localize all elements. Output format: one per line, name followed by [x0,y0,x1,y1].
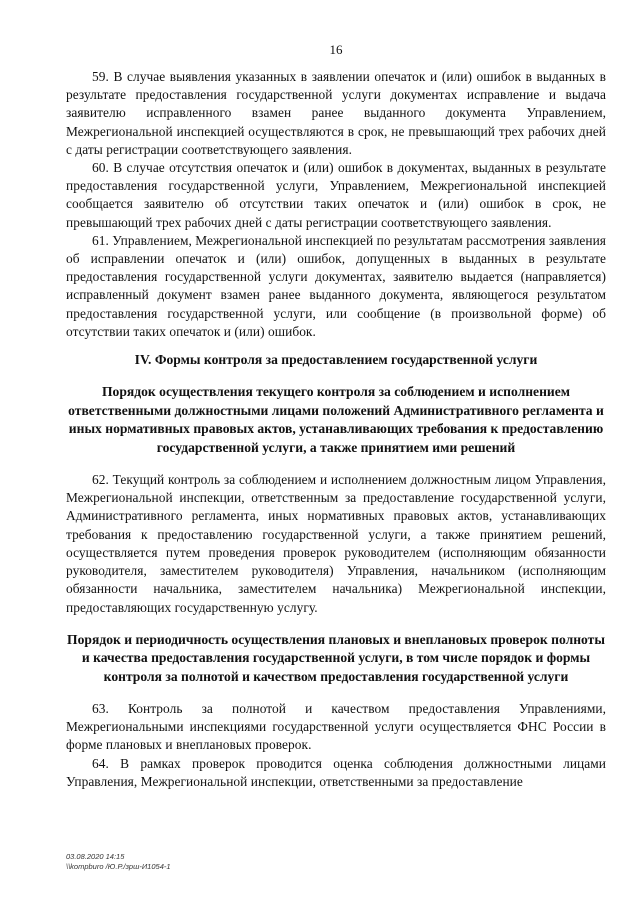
subheading-periodic-checks: Порядок и периодичность осуществления плановых и внеплановых проверок полноты и качества предоставления государственной услуги, в том числе порядок и формы контроля за полнотой и качеством предоставления государственной услуги [67,631,605,684]
document-page [66,0,606,905]
footer-file-path: \\kompburo /Ю.Р./зрш-И1054-1 [66,862,171,871]
paragraph-62: 62. Текущий контроль за соблюдением и исполнением должностным лицом Управления, Межрегиональной инспекции, ответственным за предоставление государственной услуги, Административного регламента, иных нормативных правовых актов, устанавливающих требования к предоставлению государственной услуги, а также принятием решений, осуществляется путем проведения проверок руководителем (исполняющим обязанности руководителя, заместителем руководителя) Управления, начальником (исполняющим обязанности начальника, заместителем начальника) Межрегиональной инспекции, предоставляющих государственную услугу. [66,472,606,615]
paragraph-60: 60. В случае отсутствия опечаток и (или) ошибок в документах, выданных в результате предоставления государственной услуги, Управлением, Межрегиональной инспекцией сообщается заявителю об отсутствии таких опечаток и (или) ошибок в срок, не превышающий трех рабочих дней с даты регистрации соответствующего заявления. [66,160,606,230]
footer-date: 03.08.2020 14:15 [66,852,125,861]
subheading-current-control: Порядок осуществления текущего контроля за соблюдением и исполнением ответственными должностными лицами положений Административного регламента и иных нормативных правовых актов, устанавливающих требования к предоставлению государственной услуги, а также принятием ими решений [68,384,604,455]
paragraph-61: 61. Управлением, Межрегиональной инспекцией по результатам рассмотрения заявления об исправлении опечаток и (или) ошибок, допущенных в выданных в результате предоставления государственной услуги документах, заявителю выдается (направляется) исправленный документ взамен ранее выданного документа, являющегося результатом предоставления государственной услуги, или сообщение (в произвольной форме) об отсутствии таких опечаток и (или) ошибок. [66,232,606,339]
paragraph-64: 64. В рамках проверок проводится оценка соблюдения должностными лицами Управления, Межрегиональной инспекции, ответственными за предоставление [66,755,606,789]
paragraph-59: 59. В случае выявления указанных в заявлении опечаток и (или) ошибок в выданных в результате предоставления государственной услуги документах исправление и выдача заявителю исправленного взамен ранее выданного документа Управлением, Межрегиональной инспекцией осуществляются в срок, не превышающий трех рабочих дней с даты регистрации соответствующего заявления. [66,69,606,157]
document-footer [66,852,171,872]
page-content [66,68,606,791]
section-heading-iv: IV. Формы контроля за предоставлением государственной услуги [134,352,538,368]
paragraph-63: 63. Контроль за полнотой и качеством предоставления Управлениями, Межрегиональными инспекциями государственной услуги осуществляется ФНС России в форме плановых и внеплановых проверок. [66,700,606,753]
page-number: 16 [329,42,343,57]
